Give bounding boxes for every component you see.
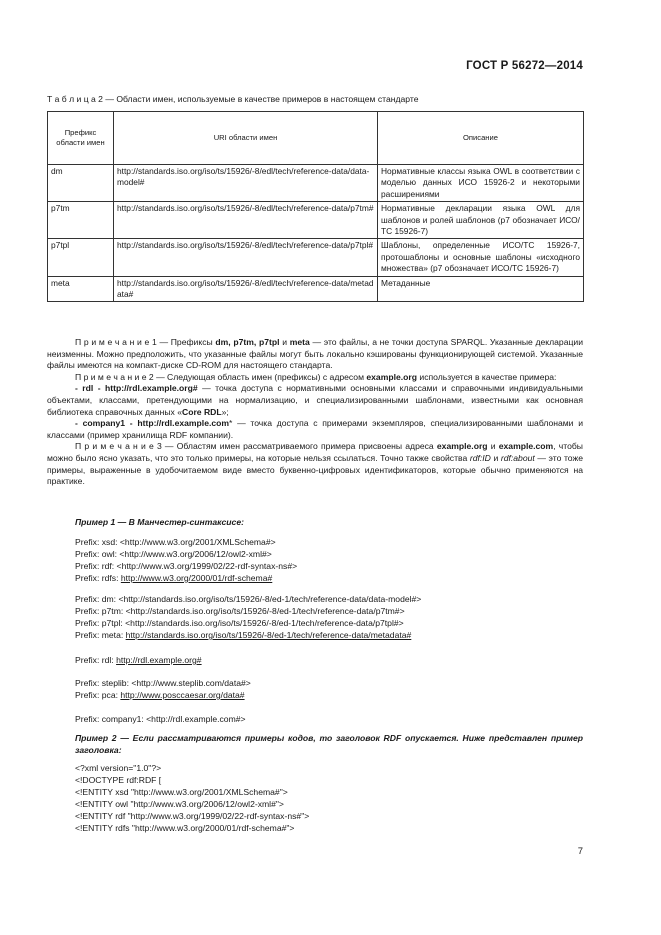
code-prefix: Prefix: pca: <box>75 690 121 700</box>
code-line <box>75 689 251 701</box>
table-header-row <box>48 112 584 165</box>
table-caption <box>47 94 419 104</box>
cell-uri: http://standards.iso.org/iso/ts/15926/-8/edl/tech/reference-data/data-model# <box>114 165 378 202</box>
code-line: <!ENTITY owl "http://www.w3.org/2006/12/owl2-xml#"> <box>75 799 284 809</box>
cell-prefix: p7tm <box>48 202 114 239</box>
code-prefix: Prefix: meta: <box>75 630 126 640</box>
table-row <box>48 239 584 276</box>
note-3-text: , чтобы можно было ясно указать, что это только примеры, на которые нельзя ссылаться. Точно также свойства <box>47 441 583 463</box>
cell-prefix: p7tpl <box>48 239 114 276</box>
note-1-text: и <box>279 337 290 347</box>
note-3-text: и <box>487 441 499 452</box>
cell-uri: http://standards.iso.org/iso/ts/15926/-8/edl/tech/reference-data/metadata# <box>114 276 378 302</box>
example-1-block-d <box>75 677 251 701</box>
code-line <box>75 654 202 666</box>
cell-description: Метаданные <box>378 276 584 302</box>
page-number: 7 <box>577 846 583 857</box>
code-line: Prefix: owl: <http://www.w3.org/2006/12/owl2-xml#> <box>75 549 272 559</box>
code-line: Prefix: steplib: <http://www.steplib.com/data#> <box>75 678 251 688</box>
cell-uri: http://standards.iso.org/iso/ts/15926/-8/edl/tech/reference-data/p7tpl# <box>114 239 378 276</box>
code-link[interactable]: http://standards.iso.org/iso/ts/15926/-8/ed-1/tech/reference-data/metadata# <box>125 630 412 640</box>
table-caption-label: Т а б л и ц а 2 <box>47 94 103 104</box>
table-row <box>48 165 584 202</box>
note-3-bold: example.org <box>436 441 488 452</box>
note-2-item-text: »; <box>221 406 229 417</box>
code-line: <?xml version="1.0"?> <box>75 763 162 773</box>
code-line: Prefix: p7tpl: <http://standards.iso.org/iso/ts/15926/-8/ed-1/tech/reference-data/p7tpl#> <box>75 618 404 628</box>
code-line: <!ENTITY rdfs "http://www.w3.org/2000/01/rdf-schema#"> <box>75 823 295 833</box>
cell-prefix: dm <box>48 165 114 202</box>
note-1-text: — это файлы, а не точки доступа SPARQL. Указанные декларации неизменны. Можно предположить, что указанные файлы могут быть локально кэшированы функционирующей системой. Указанные файлы имеются на компакт-диске CD-ROM для настоящего стандарта. <box>47 337 584 371</box>
note-1-label: П р и м е ч а н и е 1 <box>75 337 157 347</box>
code-line: <!ENTITY xsd "http://www.w3.org/2001/XMLSchema#"> <box>75 787 288 797</box>
cell-description: Нормативные классы языка OWL в соответствии с моделью данных ИСО 15926-2 и некоторыми расширениями <box>378 165 584 202</box>
note-2-item-company1 <box>47 418 583 441</box>
code-line: Prefix: dm: <http://standards.iso.org/iso/ts/15926/-8/ed-1/tech/reference-data/data-model#> <box>75 594 422 604</box>
namespaces-table <box>47 111 584 302</box>
note-2-text: используется в качестве примера: <box>417 371 557 382</box>
code-prefix: Prefix: rdl: <box>75 655 117 665</box>
note-2-label: П р и м е ч а н и е 2 <box>75 371 154 382</box>
cell-uri: http://standards.iso.org/iso/ts/15926/-8/edl/tech/reference-data/p7tm# <box>114 202 378 239</box>
table-row <box>48 276 584 302</box>
code-line: Prefix: company1: <http://rdl.example.com#> <box>75 714 246 724</box>
table-caption-text: — Области имен, используемые в качестве примеров в настоящем стандарте <box>102 94 419 104</box>
note-3-text: и <box>490 452 501 463</box>
example-2-code <box>75 762 309 834</box>
note-2-item-text: — точка доступа с нормативными основными классами и справочными индивидуальными объектами, классами, претендующими на нормализацию, и специализированными шаблонами, известными как основная библиотека справочных данных « <box>47 383 583 417</box>
code-line: <!ENTITY rdf "http://www.w3.org/1999/02/22-rdf-syntax-ns#"> <box>75 811 310 821</box>
note-2-item-text: * — точка доступа с примерами экземпляров, специализированными шаблонами и классами (пример хранилища RDF компании). <box>47 418 583 440</box>
note-2-item-bold: - rdl - http://rdl.example.org# <box>75 383 198 394</box>
code-prefix: Prefix: rdfs: <box>75 573 121 583</box>
header-description: Описание <box>378 112 584 165</box>
note-3-text: — Областям имен рассматриваемого примера присвоены адреса <box>161 441 437 452</box>
cell-description: Шаблоны, определенные ИСО/ТС 15926-7, протошаблоны и основные шаблоны «исходного множества» (p7 обозначает ИСО/ТС 15926-7) <box>378 239 584 276</box>
example-1-block-b <box>75 593 421 641</box>
example-1-heading: Пример 1 — В Манчестер-синтаксисе: <box>75 517 244 527</box>
code-link[interactable]: http://www.w3.org/2000/01/rdf-schema# <box>120 573 273 583</box>
note-3-label: П р и м е ч а н и е 3 <box>75 441 162 452</box>
note-2-item-rdl <box>47 383 583 418</box>
note-2-item-bold: Core RDL <box>181 406 222 417</box>
code-line: Prefix: xsd: <http://www.w3.org/2001/XMLSchema#> <box>75 537 276 547</box>
header-prefix: Префикс области имен <box>48 112 114 165</box>
note-2-item-bold: - company1 - http://rdl.example.com <box>75 418 230 429</box>
note-3 <box>47 441 583 487</box>
note-2-text: — Следующая область имен (префиксы) с адресом <box>153 371 367 382</box>
example-1-block-e <box>75 713 246 725</box>
table-row <box>48 202 584 239</box>
note-3-text: — это тоже примеры, выраженные в удобочитаемом виде вместо буквенно-цифровых идентификаторов, которые обычно применяются на практике. <box>47 452 583 487</box>
standard-designation: ГОСТ Р 56272—2014 <box>466 60 583 72</box>
note-2 <box>47 372 583 384</box>
example-1-block-c <box>75 654 202 666</box>
example-1-block-a <box>75 536 297 584</box>
note-3-italic: rdf:ID <box>469 452 491 463</box>
code-line: Prefix: rdf: <http://www.w3.org/1999/02/22-rdf-syntax-ns#> <box>75 561 298 571</box>
code-line <box>75 572 297 584</box>
code-line: <!DOCTYPE rdf:RDF [ <box>75 775 162 785</box>
code-line: Prefix: p7tm: <http://standards.iso.org/iso/ts/15926/-8/ed-1/tech/reference-data/p7tm#> <box>75 606 405 616</box>
note-3-bold: example.com <box>498 441 554 452</box>
note-1-text: — Префиксы <box>156 337 216 347</box>
cell-description: Нормативные декларации языка OWL для шаблонов и ролей шаблонов (p7 обозначает ИСО/ТС 15926-7) <box>378 202 584 239</box>
notes-section <box>47 337 583 488</box>
note-1-bold: dm, p7tm, p7tpl <box>215 337 280 347</box>
note-1 <box>47 337 583 372</box>
example-2-heading: Пример 2 — Если рассматриваются примеры кодов, то заголовок RDF опускается. Ниже представлен пример заголовка: <box>75 733 583 755</box>
code-link[interactable]: http://www.posccaesar.org/data# <box>120 690 245 700</box>
note-3-italic: rdf:about <box>500 452 535 463</box>
note-1-bold: meta <box>289 337 310 347</box>
header-uri: URI области имен <box>114 112 378 165</box>
code-link[interactable]: http://rdl.example.org# <box>116 655 202 665</box>
cell-prefix: meta <box>48 276 114 302</box>
code-line <box>75 629 421 641</box>
note-2-bold: example.org <box>366 371 418 382</box>
